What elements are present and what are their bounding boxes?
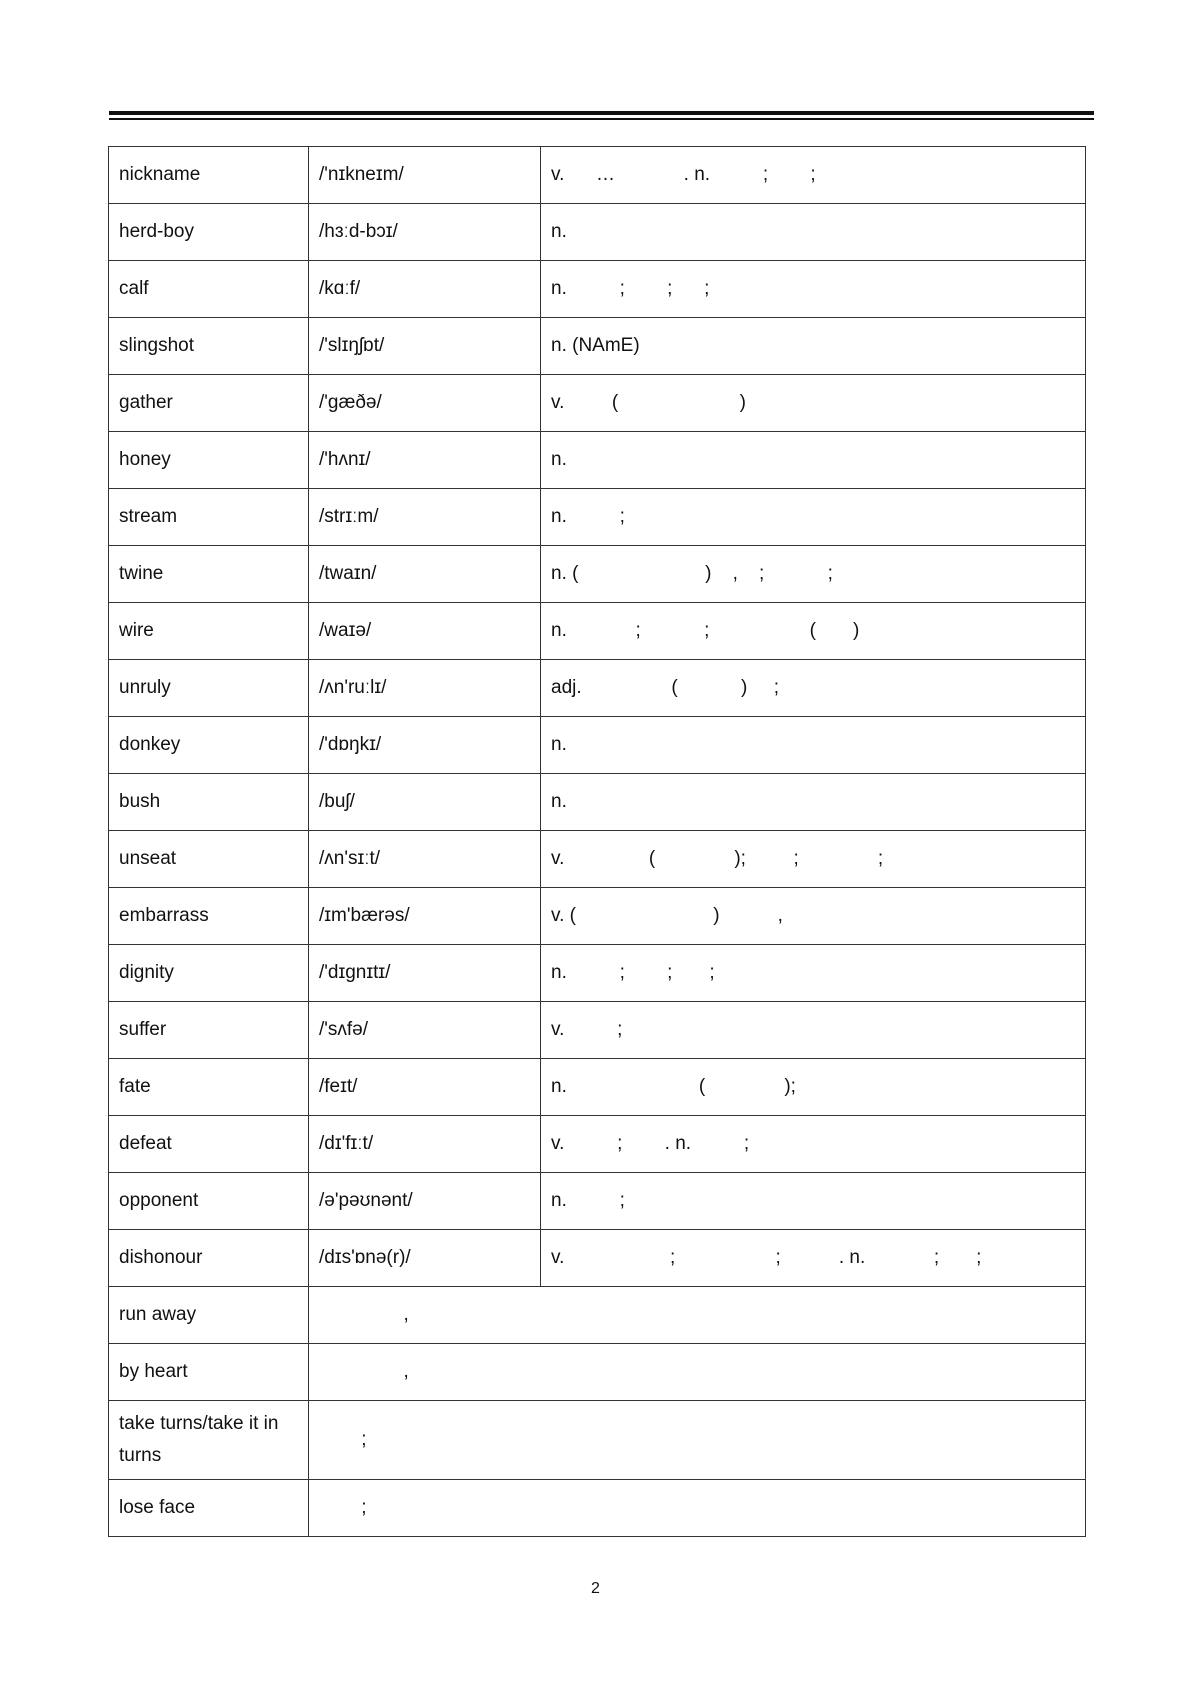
phrase-cell: run away <box>109 1287 309 1344</box>
vocab-phonetic-cell: /'slɪŋʃɒt/ <box>309 318 541 375</box>
phrase-meaning-cell: ; <box>309 1401 1086 1480</box>
phrase-meaning-cell: , <box>309 1287 1086 1344</box>
vocab-row <box>109 774 1086 831</box>
vocab-row <box>109 1002 1086 1059</box>
vocab-phonetic-cell: /ə'pəʊnənt/ <box>309 1173 541 1230</box>
vocab-word-cell: bush <box>109 774 309 831</box>
phrase-cell: lose face <box>109 1480 309 1537</box>
vocab-meaning-cell: adj. ( ) ; <box>541 660 1086 717</box>
vocab-row <box>109 546 1086 603</box>
vocab-phonetic-cell: /feɪt/ <box>309 1059 541 1116</box>
vocab-phonetic-cell: /buʃ/ <box>309 774 541 831</box>
vocab-meaning-cell: v. ; . n. ; <box>541 1116 1086 1173</box>
vocabulary-table-body <box>109 147 1086 1537</box>
vocab-row <box>109 660 1086 717</box>
phrase-row <box>109 1344 1086 1401</box>
vocab-phonetic-cell: /kɑːf/ <box>309 261 541 318</box>
vocab-meaning-cell: v. ; ; . n. ; ; <box>541 1230 1086 1287</box>
header-rule-thin <box>109 118 1094 120</box>
vocab-row <box>109 1230 1086 1287</box>
vocab-row <box>109 489 1086 546</box>
vocab-word-cell: unseat <box>109 831 309 888</box>
vocab-word-cell: fate <box>109 1059 309 1116</box>
phrase-row <box>109 1401 1086 1480</box>
phrase-row <box>109 1287 1086 1344</box>
vocab-row <box>109 318 1086 375</box>
vocab-word-cell: defeat <box>109 1116 309 1173</box>
vocab-word-cell: herd-boy <box>109 204 309 261</box>
vocab-word-cell: slingshot <box>109 318 309 375</box>
vocab-row <box>109 147 1086 204</box>
vocab-meaning-cell: n. <box>541 204 1086 261</box>
vocab-phonetic-cell: /'nɪkneɪm/ <box>309 147 541 204</box>
vocab-phonetic-cell: /ʌn'sɪːt/ <box>309 831 541 888</box>
vocab-row <box>109 603 1086 660</box>
vocab-row <box>109 717 1086 774</box>
vocab-word-cell: gather <box>109 375 309 432</box>
vocab-phonetic-cell: /dɪ'fɪːt/ <box>309 1116 541 1173</box>
vocab-row <box>109 375 1086 432</box>
vocab-row <box>109 1173 1086 1230</box>
vocab-word-cell: embarrass <box>109 888 309 945</box>
vocabulary-table <box>108 146 1086 1537</box>
vocab-phonetic-cell: /dɪs'ɒnə(r)/ <box>309 1230 541 1287</box>
vocab-word-cell: twine <box>109 546 309 603</box>
phrase-meaning-cell: ; <box>309 1480 1086 1537</box>
vocab-row <box>109 1059 1086 1116</box>
phrase-cell: take turns/take it in turns <box>109 1401 309 1480</box>
header-rule-thick <box>109 111 1094 115</box>
vocab-meaning-cell: n. ; <box>541 489 1086 546</box>
vocab-meaning-cell: v. ( ); ; ; <box>541 831 1086 888</box>
vocab-word-cell: unruly <box>109 660 309 717</box>
vocab-row <box>109 1116 1086 1173</box>
vocab-row <box>109 204 1086 261</box>
vocab-row <box>109 261 1086 318</box>
vocab-phonetic-cell: /strɪːm/ <box>309 489 541 546</box>
vocab-word-cell: opponent <box>109 1173 309 1230</box>
vocab-word-cell: wire <box>109 603 309 660</box>
vocab-meaning-cell: n. ; <box>541 1173 1086 1230</box>
vocab-meaning-cell: n. <box>541 432 1086 489</box>
vocab-row <box>109 432 1086 489</box>
vocab-phonetic-cell: /waɪə/ <box>309 603 541 660</box>
vocab-row <box>109 945 1086 1002</box>
vocab-meaning-cell: v. ; <box>541 1002 1086 1059</box>
vocab-phonetic-cell: /hɜːd-bɔɪ/ <box>309 204 541 261</box>
vocab-word-cell: dishonour <box>109 1230 309 1287</box>
vocab-meaning-cell: n. <box>541 774 1086 831</box>
vocab-word-cell: nickname <box>109 147 309 204</box>
vocab-phonetic-cell: /ʌn'ruːlɪ/ <box>309 660 541 717</box>
vocab-meaning-cell: n. ( ); <box>541 1059 1086 1116</box>
vocab-phonetic-cell: /'gæðə/ <box>309 375 541 432</box>
vocab-row <box>109 888 1086 945</box>
phrase-row <box>109 1480 1086 1537</box>
vocab-word-cell: donkey <box>109 717 309 774</box>
vocab-meaning-cell: n. ; ; ; <box>541 945 1086 1002</box>
vocab-phonetic-cell: /ɪm'bærəs/ <box>309 888 541 945</box>
vocab-meaning-cell: n. ; ; ( ) <box>541 603 1086 660</box>
vocab-meaning-cell: n. (NAmE) <box>541 318 1086 375</box>
vocab-phonetic-cell: /'dɒŋkɪ/ <box>309 717 541 774</box>
vocab-meaning-cell: n. ( ) , ; ; <box>541 546 1086 603</box>
vocab-phonetic-cell: /'dɪgnɪtɪ/ <box>309 945 541 1002</box>
vocab-meaning-cell: n. ; ; ; <box>541 261 1086 318</box>
phrase-cell: by heart <box>109 1344 309 1401</box>
phrase-meaning-cell: , <box>309 1344 1086 1401</box>
vocab-meaning-cell: v. ( ) , <box>541 888 1086 945</box>
vocab-phonetic-cell: /'sʌfə/ <box>309 1002 541 1059</box>
vocab-meaning-cell: v. … . n. ; ; <box>541 147 1086 204</box>
vocab-word-cell: honey <box>109 432 309 489</box>
vocab-word-cell: calf <box>109 261 309 318</box>
page-number: 2 <box>591 1580 600 1597</box>
vocab-phonetic-cell: /twaɪn/ <box>309 546 541 603</box>
vocab-word-cell: dignity <box>109 945 309 1002</box>
vocab-row <box>109 831 1086 888</box>
vocab-meaning-cell: n. <box>541 717 1086 774</box>
vocab-phonetic-cell: /'hʌnɪ/ <box>309 432 541 489</box>
vocab-word-cell: stream <box>109 489 309 546</box>
vocab-meaning-cell: v. ( ) <box>541 375 1086 432</box>
vocab-word-cell: suffer <box>109 1002 309 1059</box>
